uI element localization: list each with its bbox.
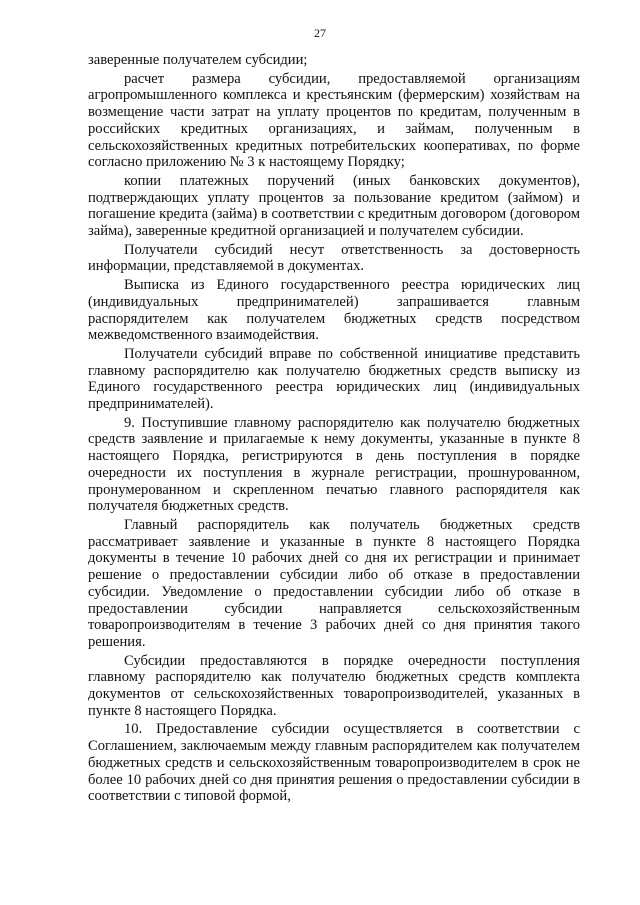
paragraph: Выписка из Единого государственного реестра юридических лиц (индивидуальных предпринимателей) запрашивается главным распорядителем как получателем бюджетных средств посредством межведомственного взаимодействия.	[88, 277, 580, 344]
paragraph: расчет размера субсидии, предоставляемой организациям агропромышленного комплекса и крестьянским (фермерским) хозяйствам на возмещение части затрат на уплату процентов по кредитам, полученным в российских кредитных организациях, и займам, полученным в сельскохозяйственных кредитных потребительских кооперативах, по форме согласно приложению № 3 к настоящему Порядку;	[88, 70, 580, 171]
document-body	[88, 52, 580, 805]
paragraph: Главный распорядитель как получатель бюджетных средств рассматривает заявление и указанные в пункте 8 настоящего Порядка документы в течение 10 рабочих дней со дня их регистрации и принимает решение о предоставлении субсидии либо об отказе в предоставлении субсидии. Уведомление о предоставлении субсидии либо об отказе в предоставлении субсидии направляется сельскохозяйственным товаропроизводителям в течение 3 рабочих дней со дня принятия такого решения.	[88, 516, 580, 650]
paragraph: Субсидии предоставляются в порядке очередности поступления главному распорядителю как получателю бюджетных средств комплекта документов от сельскохозяйственных товаропроизводителей, указанных в пункте 8 настоящего Порядка.	[88, 652, 580, 719]
paragraph: Получатели субсидий вправе по собственной инициативе представить главному распорядителю как получателю бюджетных средств выписку из Единого государственного реестра юридических лиц (индивидуальных предпринимателей).	[88, 345, 580, 413]
page-number: 27	[314, 26, 326, 40]
paragraph: 9. Поступившие главному распорядителю как получателю бюджетных средств заявление и прилагаемые к нему документы, указанные в пункте 8 настоящего Порядка, регистрируются в день поступления в порядке очередности их поступления в журнале регистрации, прошнурованном, пронумерованном и скрепленном печатью главного распорядителя как получателя бюджетных средств.	[88, 414, 580, 515]
paragraph: 10. Предоставление субсидии осуществляется в соответствии с Соглашением, заключаемым между главным распорядителем как получателем бюджетных средств и сельскохозяйственным товаропроизводителем в срок не более 10 рабочих дней со дня принятия решения о предоставлении субсидии в соответствии с типовой формой,	[88, 721, 580, 805]
paragraph: Получатели субсидий несут ответственность за достоверность информации, представляемой в документах.	[88, 241, 580, 275]
paragraph: заверенные получателем субсидии;	[88, 52, 308, 68]
paragraph: копии платежных поручений (иных банковских документов), подтверждающих уплату процентов за пользование кредитом (займом) и погашение кредита (займа) в соответствии с кредитным договором (договором займа), заверенные кредитной организацией и получателем субсидии.	[88, 172, 580, 240]
